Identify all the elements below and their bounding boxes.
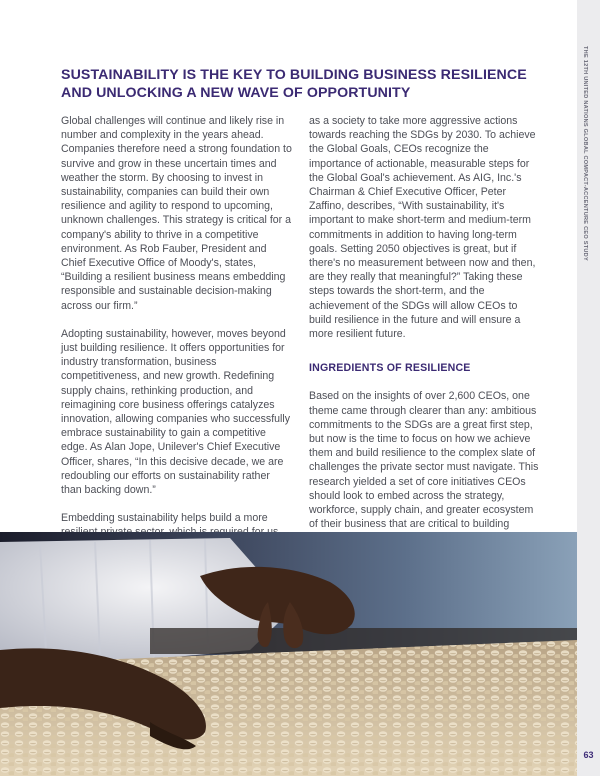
body-paragraph: Adopting sustainability, however, moves beyond just building resilience. It offers opportunities for industry transformation, business competitiveness, and new growth. Redefining supply chains, rethinking production, and reimagining core business offerings catalyzes innovation, allowing companies who successfully embrace sustainability to gain a competitive edge. As Alan Jope, Unilever's Chief Executive Officer, shares, “In this decisive decade, we are redoubling our efforts on sustainability rather than backing down.” <box>61 327 291 497</box>
headline-line-2: AND UNLOCKING A NEW WAVE OF OPPORTUNITY <box>61 85 411 101</box>
section-subheading: INGREDIENTS OF RESILIENCE <box>309 362 471 375</box>
page-number: 63 <box>583 750 594 760</box>
body-paragraph: Global challenges will continue and likely rise in number and complexity in the years ahead. Companies therefore need a strong foundation to survive and grow in these uncertain times and weather the storm. By choosing to invest in sustainability, companies can build their own resilience and agility to respond to upcoming, unknown challenges. This strategy is critical for a company's ability to thrive in a competitive environment. As Rob Fauber, President and Chief Executive Office of Moody's, states, “Building a resilient business means embedding responsible and sustainable decision-making across our firm.” <box>61 115 292 312</box>
coffee-beans-photo <box>0 532 577 776</box>
body-paragraph: Based on the insights of over 2,600 CEOs, one theme came through clearer than any: ambitious commitments to the SDGs are a great first step, but now is the time to focus on how we achieve them and build resilience to the complex slate of challenges the private sector must navigate. This research yielded a set of core initiatives CEOs should look to embed across the strategy, workforce, supply chain, and greater ecosystem of their business that are critical to building <box>309 390 539 531</box>
page-headline <box>61 66 541 102</box>
headline-line-1: SUSTAINABILITY IS THE KEY TO BUILDING BUSINESS RESILIENCE <box>61 67 527 83</box>
left-column <box>61 114 293 554</box>
body-paragraph: Embedding sustainability helps build a more <box>61 512 268 525</box>
report-title-vertical: THE 12TH UNITED NATIONS GLOBAL COMPACT-ACCENTURE CEO STUDY <box>582 46 588 261</box>
right-column <box>309 114 541 560</box>
body-paragraph: as a society to take more aggressive actions towards reaching the SDGs by 2030. To achieve the Global Goals, CEOs recognize the importance of actionable, measurable steps for the Global Goal's achievement. As AIG, Inc.'s Chairman & Chief Executive Officer, Peter Zaffino, describes, “With sustainability, it's important to make short-term and medium-term commitments in addition to having long-term goals. Setting 2050 objectives is great, but if there's no measurement between now and then, are they really that meaningful?” Taking these steps towards the short-term, and the achievement of the SDGs will allow CEOs to build resilience in the future and will ensure a more resilient future. <box>309 115 536 341</box>
report-sidebar <box>577 0 600 776</box>
